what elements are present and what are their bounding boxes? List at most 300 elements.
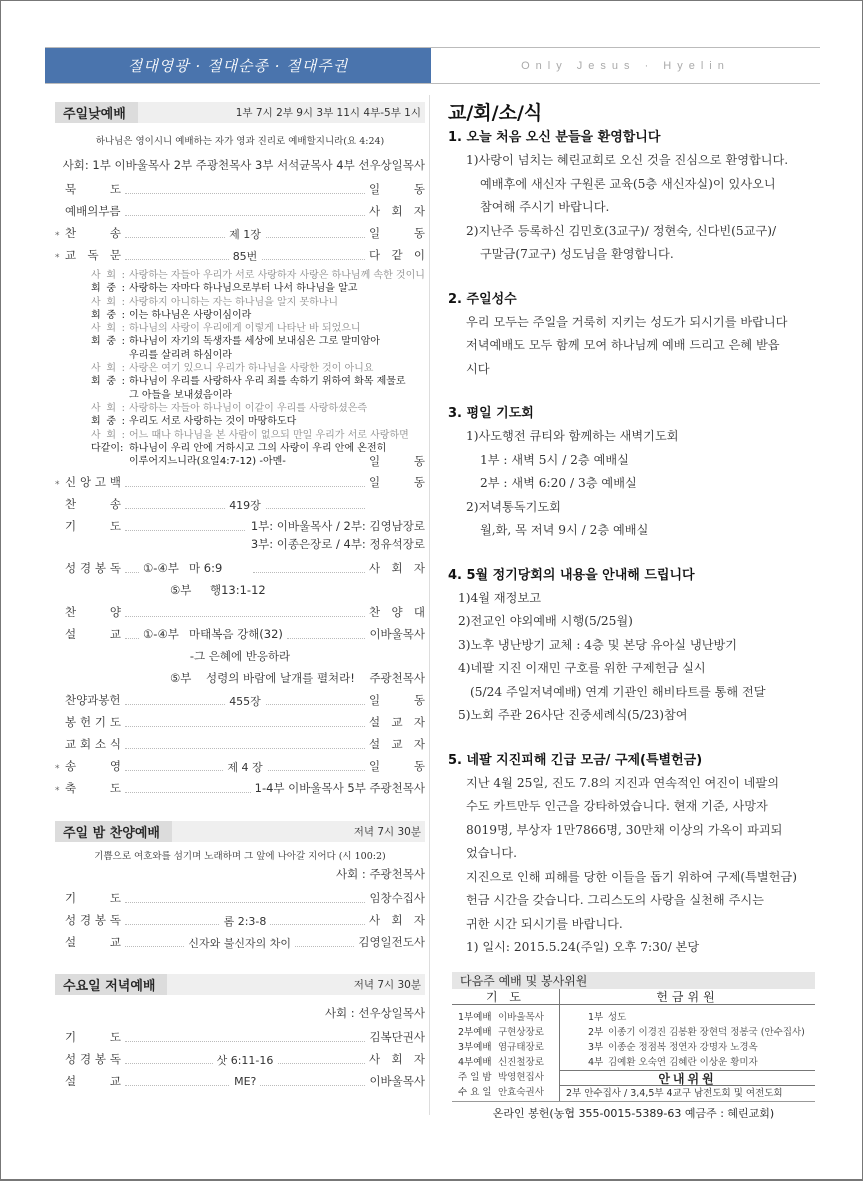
spacer <box>91 455 129 468</box>
item-label <box>65 560 121 576</box>
dot-leader <box>125 911 365 929</box>
char: 중 <box>106 283 116 295</box>
news-line: 1부 : 새벽 5시 / 2층 예배실 <box>480 452 629 467</box>
char: 사 <box>91 363 101 375</box>
litany-speaker <box>91 415 129 428</box>
litany-speaker <box>91 296 129 309</box>
litany-speaker <box>91 269 129 282</box>
item-who: 이바울목사 <box>369 1074 425 1089</box>
litany-text: 이루어지느니라(요일4:7-12) -아멘- <box>129 456 286 468</box>
leader-line: 사회: 1부 이바울목사 2부 주광천목사 3부 서석균목사 4부 선우상일목사 <box>62 158 425 172</box>
char: 독 <box>87 248 99 262</box>
char: 경 <box>79 913 92 928</box>
litany-text: 사랑하는 자마다 하나님으로부터 나서 하나님을 알고 <box>129 283 358 295</box>
char: 회 <box>106 402 116 414</box>
order-item-reading <box>55 554 425 576</box>
offering-column-header: 헌금위원 <box>560 989 815 1005</box>
order-item-prayer <box>55 512 425 534</box>
char: 회 <box>106 363 116 375</box>
service-part: 4부 <box>588 1056 604 1068</box>
litany-speaker <box>91 322 129 335</box>
order-item <box>55 906 425 928</box>
litany-line <box>91 296 425 309</box>
header-banner <box>45 47 820 84</box>
news-section <box>448 543 828 728</box>
char: 자 <box>413 1052 425 1067</box>
litany-text: 하나님의 사랑이 우리에게 이렇게 나타난 바 되었으니 <box>129 323 361 335</box>
char: 교 <box>391 737 403 752</box>
item-label <box>65 247 121 263</box>
char: 회 <box>106 270 116 281</box>
char: 회 <box>91 416 101 428</box>
news-line: 시다 <box>466 361 490 376</box>
char: 송 <box>109 226 121 240</box>
char: 회 <box>391 913 403 928</box>
dot-leader <box>125 889 365 903</box>
char: 기 <box>65 1030 77 1045</box>
leader-line: 사회 : 주광천목사 <box>336 867 425 882</box>
litany-speaker <box>91 335 129 348</box>
sermon-title: 성령의 바람에 날개를 펼쳐라! <box>206 671 355 686</box>
service-name: 1부예배 <box>458 1011 492 1023</box>
litany-line <box>91 455 425 468</box>
item-detail: 신자와 불신자의 차이 <box>184 937 295 950</box>
colon: : <box>121 376 125 388</box>
sermon-title: 마태복음 강해(32) <box>189 627 283 642</box>
news-heading: 4. 5월 정기당회의 내용을 안내해 드립니다 <box>448 567 695 583</box>
litany-speaker <box>91 402 129 415</box>
news-line: 헌금 시간을 갖습니다. 그리스도의 사랑을 실천해 주시는 <box>466 893 764 907</box>
char: 중 <box>106 416 116 428</box>
scripture-ref: 마 6:9 <box>189 561 223 576</box>
offering-column <box>560 989 815 1101</box>
news-line: 구말금(7교구) 성도님을 환영합니다. <box>480 247 674 261</box>
item-label <box>65 181 121 197</box>
order-item-benediction: * 축 도 1-4부 이바울목사 5부 주광천목사 <box>55 781 425 797</box>
offering-assignment <box>560 1038 815 1053</box>
char: 동 <box>413 475 425 490</box>
char: 도 <box>109 519 121 534</box>
char: 설 <box>369 715 381 730</box>
item-who <box>369 604 425 620</box>
char: 식 <box>109 737 121 752</box>
char: 축 <box>65 781 77 796</box>
order-item <box>55 928 425 950</box>
prayer-assignment <box>452 1068 559 1083</box>
order-item <box>55 241 425 263</box>
news-line: 었습니다. <box>466 846 517 860</box>
news-line: (5/24 주일저녁예배) 연계 기관인 해비타트를 통해 전달 <box>470 684 766 699</box>
spacer <box>91 389 129 402</box>
dot-leader <box>125 180 365 194</box>
order-item <box>55 197 425 219</box>
dot-leader <box>125 735 365 749</box>
char: 기 <box>94 715 107 730</box>
char: 독 <box>109 1052 121 1067</box>
char: 중 <box>106 336 116 348</box>
prayer-assignment <box>452 1023 559 1038</box>
persons: 김예환 오숙연 김혜란 이상운 황미자 <box>608 1056 758 1068</box>
item-who: 김영일전도사 <box>358 935 425 950</box>
char: 회 <box>106 429 116 441</box>
char: 찬양과봉헌 <box>65 693 121 708</box>
char: 교 <box>109 935 121 950</box>
item-label <box>65 912 121 928</box>
item-label <box>65 203 121 219</box>
order-item <box>55 175 425 197</box>
motto: 절대영광 · 절대순종 · 절대주권 <box>45 48 431 83</box>
litany-speaker <box>91 362 129 375</box>
asterisk-mark: * <box>55 480 60 491</box>
sunday-service-header <box>55 102 425 123</box>
colon: : <box>121 416 125 428</box>
offering-assignment <box>560 1023 815 1038</box>
item-label <box>65 626 121 642</box>
news-line: 5)노회 주관 26사단 진중세례식(5/23)참여 <box>458 708 688 722</box>
news-line: 2)저녁통독기도회 <box>466 499 561 514</box>
char: 사 <box>369 204 381 218</box>
char: 동 <box>413 759 425 774</box>
char: 봉 <box>94 1052 107 1067</box>
order-item <box>55 884 425 906</box>
char: 기 <box>65 891 77 906</box>
part-label: ⑤부 <box>170 671 192 686</box>
litany-line <box>91 269 425 282</box>
char: 찬 <box>65 226 77 240</box>
wednesday-header <box>55 974 425 995</box>
news-heading: 3. 평일 기도회 <box>448 406 534 421</box>
item-who: 임창수집사 <box>369 891 425 906</box>
prayer-assignment <box>452 1008 559 1023</box>
char: 같 <box>391 248 403 262</box>
service-part: 3부 <box>588 1041 604 1053</box>
litany-speaker <box>91 309 129 322</box>
persons: 성도 <box>608 1011 627 1023</box>
spacer <box>448 381 828 403</box>
char: 일 <box>369 759 381 774</box>
char: 사 <box>369 913 381 928</box>
item-label <box>65 736 121 752</box>
litany-text: 사랑하는 자들아 우리가 서로 사랑하자 사랑은 하나님께 속한 것이니 <box>129 270 425 281</box>
char: 일 <box>369 182 381 196</box>
section-title: 수요일 저녁예배 <box>55 974 167 995</box>
char: 독 <box>109 561 121 576</box>
service-name: 2부예배 <box>458 1026 492 1038</box>
service-part: 2부 <box>588 1026 604 1038</box>
char: 다 <box>369 248 381 262</box>
litany-speaker <box>91 282 129 295</box>
colon: : <box>121 363 125 375</box>
litany-speaker <box>91 375 129 388</box>
news-line: 저녁예배도 모두 함께 모여 하나님께 예배 드리고 은혜 받읍 <box>466 338 780 352</box>
litany-line <box>91 415 425 428</box>
service-times: 1부 7시 2부 9시 3부 11시 4부-5부 1시 <box>235 107 421 119</box>
item-detail: 제 4 장 <box>223 761 266 774</box>
char: 회 <box>391 204 403 218</box>
service-name: 3부예배 <box>458 1041 492 1053</box>
order-item <box>55 752 425 774</box>
asterisk-mark: * <box>55 253 60 263</box>
person: 구현상장로 <box>498 1026 544 1038</box>
dot-leader <box>125 757 365 775</box>
leader-line: 사회 : 선우상일목사 <box>324 1006 425 1021</box>
char: 일 <box>369 475 381 490</box>
item-who <box>369 203 425 219</box>
dot-leader <box>125 1050 365 1068</box>
item-who <box>369 736 425 752</box>
news-line: 2)전교인 야외예배 시행(5/25월) <box>458 614 633 628</box>
litany-line <box>91 309 425 322</box>
char: 회 <box>79 737 92 752</box>
staff-title: 다음주 예배 및 봉사위원 <box>452 972 815 989</box>
char: 자 <box>413 204 425 218</box>
litany-line <box>91 349 425 362</box>
online-offering: 온라인 봉헌(농협 355-0015-5389-63 예금주 : 혜린교회) <box>492 1107 775 1120</box>
char: 교 <box>65 737 77 752</box>
news-line: 1)4월 재정보고 <box>458 590 542 605</box>
char: 영 <box>109 759 121 774</box>
news-title: 교/회/소/식 <box>448 102 543 124</box>
char: 도 <box>109 781 121 796</box>
dot-leader <box>125 691 365 709</box>
order-item <box>55 730 425 752</box>
char: 자 <box>413 561 425 576</box>
char: 회 <box>91 336 101 348</box>
char: 자 <box>413 737 425 752</box>
order-item <box>55 1067 425 1089</box>
litany-line <box>91 429 425 442</box>
news-heading: 5. 네팔 지진피해 긴급 모금/ 구제(특별헌금) <box>448 752 703 768</box>
order-list <box>55 884 425 950</box>
item-label <box>65 758 121 774</box>
news-line: 2부 : 새벽 6:20 / 3층 예배실 <box>480 476 637 490</box>
item-label <box>65 890 121 906</box>
char: 설 <box>65 935 77 950</box>
news-line: 지진으로 인해 피해를 당한 이들을 돕기 위하여 구제(특별헌금) <box>466 869 797 884</box>
order-item-anthem <box>55 598 425 620</box>
order-list <box>55 175 425 263</box>
church-news-column <box>448 98 828 960</box>
item-label <box>65 474 121 490</box>
dot-leader <box>125 1072 365 1089</box>
litany-line <box>91 362 425 375</box>
char: 도 <box>109 891 121 906</box>
char: 교 <box>65 248 77 262</box>
char: 기 <box>65 519 77 534</box>
spacer <box>91 349 129 362</box>
order-list <box>55 686 425 774</box>
litany-text: 하나님이 우리를 사랑하사 우리 죄를 속하기 위하여 화목 제물로 <box>129 376 406 388</box>
litany-line <box>91 375 425 388</box>
litany-line <box>91 442 425 455</box>
char: 이 <box>413 248 425 262</box>
char: 헌 <box>79 715 92 730</box>
news-line: 예배후에 새신자 구원론 교육(5층 새신자실)이 있사오니 <box>480 176 776 191</box>
order-item <box>55 490 425 512</box>
asterisk-mark: * <box>55 764 60 775</box>
dot-leader <box>125 202 365 216</box>
colon: : <box>121 296 125 308</box>
news-line: 1)사랑이 넘치는 혜린교회로 오신 것을 진심으로 환영합니다. <box>466 153 789 167</box>
item-label <box>65 714 121 730</box>
part-label: ①-④부 <box>143 627 179 642</box>
news-line: 월,화, 목 저녁 9시 / 2층 예배실 <box>480 523 649 537</box>
char: 동 <box>413 693 425 708</box>
char: 도 <box>109 1030 121 1045</box>
item-label <box>65 692 121 708</box>
news-section <box>448 728 828 960</box>
item-detail: 제 1장 <box>225 228 265 241</box>
news-line: 1)사도행전 큐티와 함께하는 새벽기도회 <box>466 429 679 443</box>
char: 일 <box>369 693 381 708</box>
item-who <box>369 474 425 490</box>
dot-leader <box>125 473 365 487</box>
litany-line <box>91 402 425 415</box>
item-label <box>65 780 121 796</box>
colon: : <box>121 270 125 281</box>
char: 사 <box>91 323 101 335</box>
dot-leader <box>125 246 365 263</box>
service-name: 주 일 밤 <box>458 1071 492 1083</box>
char: 동 <box>413 182 425 196</box>
person: 신진철장로 <box>498 1056 544 1068</box>
news-line: 수도 카트만두 인근을 강타하였습니다. 현재 기준, 사망자 <box>466 799 768 813</box>
char: 봉 <box>94 913 107 928</box>
colon: : <box>121 323 125 335</box>
colon: : <box>121 402 125 414</box>
char: 성 <box>65 561 77 576</box>
item-detail: 삿 6:11-16 <box>213 1054 278 1067</box>
char: 회 <box>91 309 101 321</box>
item-label <box>65 604 121 620</box>
colon: : <box>121 309 125 321</box>
item-who <box>369 758 425 774</box>
char: 백 <box>109 475 121 490</box>
char: 자 <box>413 913 425 928</box>
worship-order-column <box>55 102 425 1089</box>
persons: 이종기 이경진 김봉환 장현덕 정봉국 (안수집사) <box>608 1026 805 1038</box>
litany-speaker <box>91 429 129 442</box>
spacer <box>448 267 828 289</box>
char: 묵 <box>65 182 77 196</box>
news-section <box>448 127 828 267</box>
service-time: 저녁 7시 30분 <box>353 826 421 839</box>
dot-leader <box>125 1028 365 1042</box>
char: 중 <box>106 376 116 388</box>
item-who <box>369 912 425 928</box>
char: 사 <box>91 270 101 281</box>
litany-text: 하나님이 자기의 독생자를 세상에 보내심은 그로 말미암아 <box>129 336 380 348</box>
news-line: 3)노후 냉난방기 교체 : 4층 및 본당 유아실 냉난방기 <box>458 637 738 652</box>
litany-speaker <box>91 442 129 455</box>
preacher: 이바울목사 <box>369 627 425 642</box>
news-line: 8019명, 부상자 1만7866명, 30만채 이상의 가옥이 파괴되 <box>466 822 783 837</box>
item-who <box>369 560 425 576</box>
char: 도 <box>109 182 121 196</box>
item-label <box>65 1051 121 1067</box>
char: 도 <box>109 715 121 730</box>
item-who <box>369 181 425 197</box>
offering-assignment <box>560 1053 815 1068</box>
char: 설 <box>65 1074 77 1089</box>
char: 설 <box>369 737 381 752</box>
char: 동 <box>413 226 425 240</box>
verse: 하나님은 영이시니 예배하는 자가 영과 진리로 예배할지니라(요 4:24) <box>95 136 385 147</box>
part-label: ①-④부 <box>143 561 179 576</box>
char: 소 <box>94 737 107 752</box>
char: 송 <box>109 497 121 512</box>
item-label <box>65 1073 121 1089</box>
item-detail: 455장 <box>225 695 265 708</box>
char: 문 <box>109 248 121 262</box>
order-subitem <box>55 664 425 686</box>
news-heading: 2. 주일성수 <box>448 291 517 307</box>
order-item <box>55 1045 425 1067</box>
litany-text: 우리를 살리려 하심이라 <box>129 349 232 361</box>
dot-leader <box>125 224 365 241</box>
person: 이바울목사 <box>498 1011 544 1023</box>
colon: : <box>121 429 125 441</box>
prayer-line-1: 1부: 이바울목사 / 2부: 김영남장로 <box>250 519 425 534</box>
char: 양 <box>391 605 403 620</box>
part-label: ⑤부 <box>170 583 192 598</box>
scripture-ref: 행13:1-12 <box>210 583 266 598</box>
church-tagline: Only Jesus · Hyelin <box>521 59 730 72</box>
prayer-column-header: 기 도 <box>452 989 559 1005</box>
char: 경 <box>79 1052 92 1067</box>
order-item-sermon <box>55 620 425 642</box>
char: 동 <box>413 454 425 469</box>
service-name: 수 요 일 <box>458 1086 492 1098</box>
news-line: 지난 4월 25일, 진도 7.8의 지진과 연속적인 여진이 네팔의 <box>466 775 779 790</box>
litany-text: 이는 하나님은 사랑이심이라 <box>129 309 252 321</box>
char: 고 <box>94 475 107 490</box>
prayer-assignment <box>452 1053 559 1068</box>
order-list <box>55 468 425 512</box>
column-divider <box>429 95 430 1115</box>
char: 성 <box>65 913 77 928</box>
litany-text: 어느 때나 하나님을 본 사람이 없으되 만일 우리가 서로 사랑하면 <box>129 429 409 441</box>
litany-line <box>91 389 425 402</box>
char: 회 <box>91 283 101 295</box>
char: 사 <box>369 561 381 576</box>
item-label <box>65 1029 121 1045</box>
news-heading: 1. 오늘 처음 오신 분들을 환영합니다 <box>448 130 661 145</box>
item-who <box>369 225 425 241</box>
char: 사 <box>91 402 101 414</box>
char: 교 <box>109 627 121 642</box>
char: 양 <box>109 605 121 620</box>
litany-text: 우리도 서로 사랑하는 것이 마땅하도다 <box>129 416 297 428</box>
order-item <box>55 686 425 708</box>
asterisk-mark: * <box>55 231 60 241</box>
next-week-staff <box>452 972 815 1121</box>
char: 독 <box>109 913 121 928</box>
char: 교 <box>109 1074 121 1089</box>
offering-assignment <box>560 1008 815 1023</box>
order-list <box>55 1023 425 1089</box>
guide-line: 2부 안수집사 / 3,4,5부 4교구 남전도회 및 여전도회 <box>566 1088 783 1099</box>
char: 봉 <box>94 561 107 576</box>
dot-leader <box>125 495 365 513</box>
section-title: 주일 밤 찬양예배 <box>55 821 172 842</box>
order-item <box>55 1023 425 1045</box>
item-detail: 롬 2:3-8 <box>220 915 271 928</box>
news-line: 4)네팔 지진 이재민 구호를 위한 구제헌금 실시 <box>458 661 706 675</box>
preacher: 주광천목사 <box>369 671 425 686</box>
char: 중 <box>106 309 116 321</box>
order-subitem <box>55 576 425 598</box>
